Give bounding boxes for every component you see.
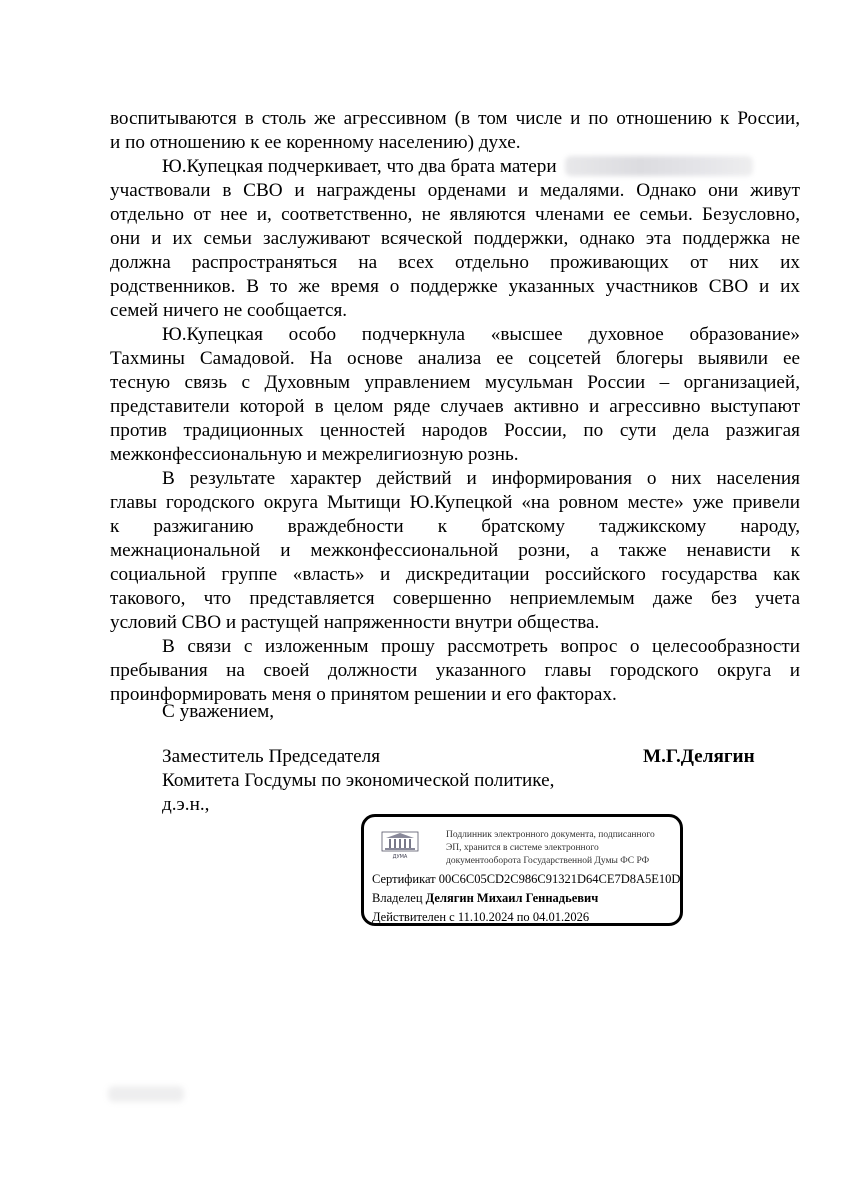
body-line: условий СВО и растущей напряженности внутри общества.	[110, 612, 600, 633]
owner-label: Владелец	[372, 891, 423, 905]
valid-to-value: 04.01.2026	[532, 910, 590, 924]
signer-degree: д.э.н.,	[162, 794, 210, 815]
body-line: воспитываются в столь же агрессивном (в том числе и по отношению к России,	[110, 108, 800, 129]
body-line: и по отношению к ее коренному населению) духе.	[110, 132, 521, 153]
emblem-caption: ДУМА	[392, 854, 408, 860]
certificate-label: Сертификат	[372, 872, 436, 886]
body-line: главы городского округа Мытищи Ю.Купецкой «на ровном месте» уже привели	[110, 492, 800, 513]
signer-committee: Комитета Госдумы по экономической политике,	[162, 770, 555, 791]
body-line	[162, 155, 800, 179]
valid-to-label: по	[516, 910, 530, 924]
state-duma-emblem-icon	[380, 829, 420, 861]
electronic-signature-stamp	[361, 814, 683, 926]
signer-name: М.Г.Делягин	[643, 746, 755, 767]
owner-value: Делягин Михаил Геннадьевич	[425, 891, 599, 905]
body-line: против традиционных ценностей народов России, по сути дела разжигая	[110, 420, 800, 441]
body-line: В результате характер действий и информирования о них населения	[162, 468, 800, 489]
body-line: тесную связь с Духовным управлением мусульман России – организацией,	[110, 372, 800, 393]
stamp-notice	[446, 829, 676, 868]
body-line: должна распространяться на всех отдельно проживающих от них их	[110, 252, 800, 273]
certificate-row	[372, 871, 680, 887]
body-line: они и их семьи заслуживают всяческой поддержки, однако эта поддержка не	[110, 228, 800, 249]
stamp-notice-line: Подлинник электронного документа, подписанного	[446, 830, 655, 840]
body-line: проинформировать меня о принятом решении и его факторах.	[110, 684, 617, 705]
valid-from-value: 11.10.2024	[457, 910, 514, 924]
owner-row	[372, 890, 598, 906]
certificate-value: 00C6C05CD2C986C91321D64CE7D8A5E10D	[438, 872, 681, 886]
body-line: родственников. В то же время о поддержке указанных участников СВО и их	[110, 276, 800, 297]
signer-position: Заместитель Председателя	[162, 746, 381, 767]
body-line: Ю.Купецкая особо подчеркнула «высшее духовное образование»	[162, 324, 800, 345]
body-line: к разжиганию враждебности к братскому таджикскому народу,	[110, 516, 800, 537]
body-line: участвовали в СВО и награждены орденами и медалями. Однако они живут	[110, 180, 800, 201]
closing-salutation: С уважением,	[162, 701, 275, 722]
redacted-name	[565, 156, 753, 176]
body-line: межнациональной и межконфессиональной розни, а также ненависти к	[110, 540, 800, 561]
body-line: семей ничего не сообщается.	[110, 300, 348, 321]
body-line: отдельно от нее и, соответственно, не являются членами ее семьи. Безусловно,	[110, 204, 800, 225]
body-line-text: Ю.Купецкая подчеркивает, что два брата матери	[162, 156, 557, 177]
redacted-footer	[108, 1086, 184, 1102]
validity-row	[372, 909, 589, 925]
stamp-notice-line: ЭП, хранится в системе электронного	[446, 843, 599, 853]
body-line: В связи с изложенным прошу рассмотреть вопрос о целесообразности	[162, 636, 800, 657]
body-line: пребывания на своей должности указанного главы городского округа и	[110, 660, 800, 681]
body-line: межконфессиональную и межрелигиозную рознь.	[110, 444, 519, 465]
body-line: такового, что представляется совершенно неприемлемым даже без учета	[110, 588, 800, 609]
body-line: представители которой в целом ряде случаев активно и агрессивно выступают	[110, 396, 800, 417]
body-line: социальной группе «власть» и дискредитации российского государства как	[110, 564, 800, 585]
valid-from-label: Действителен с	[372, 910, 455, 924]
stamp-notice-line: документооборота Государственной Думы ФС РФ	[446, 856, 650, 866]
body-line: Тахмины Самадовой. На основе анализа ее соцсетей блогеры выявили ее	[110, 348, 800, 369]
